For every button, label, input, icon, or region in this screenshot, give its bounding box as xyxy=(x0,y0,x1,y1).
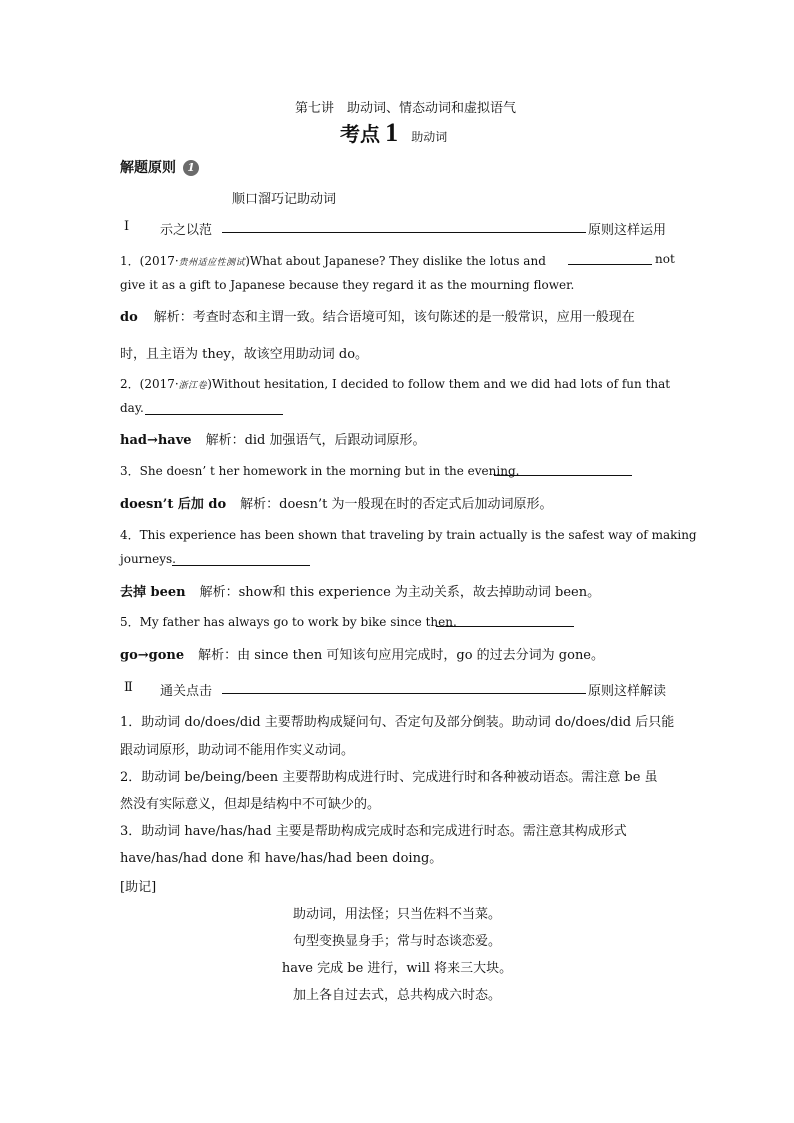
q1-prefix: 1．(2017· xyxy=(120,254,179,268)
principle-heading xyxy=(120,157,199,177)
q5-answer: go→gone xyxy=(120,648,185,663)
q2-analysis xyxy=(120,429,426,448)
mnemonic-line-1: 助动词，用法怪；只当佐料不当菜。 xyxy=(292,907,501,922)
principle-label: 解题原则 xyxy=(120,160,176,176)
section1-numeral: Ⅰ xyxy=(124,219,130,234)
q1-source: 贵州适应性测试 xyxy=(178,258,246,268)
q3-analysis xyxy=(120,493,553,512)
q2-analysis-line1: 解析：did 加强语气，后跟动词原形。 xyxy=(205,433,426,448)
q5-analysis-line1: 解析：由 since then 可知该句应用完成时，go 的过去分词为 gone。 xyxy=(198,648,605,663)
question-2 xyxy=(120,375,670,392)
q1-end: not xyxy=(655,252,675,266)
q5-analysis xyxy=(120,644,604,663)
section2-numeral: Ⅱ xyxy=(124,680,133,695)
q4-analysis xyxy=(120,581,600,600)
q4-blank[interactable] xyxy=(172,553,310,566)
q1-analysis-line2: 时，且主语为 they，故该空用助动词 do。 xyxy=(120,347,369,362)
question-4: 4．This experience has been shown that traveling by train actually is the safest way of making xyxy=(120,528,697,542)
section1-rule xyxy=(222,232,586,233)
q2-text: )Without hesitation, I decided to follow them and we did had lots of fun that xyxy=(207,377,671,391)
mnemonic-line-4: 加上各自过去式，总共构成六时态。 xyxy=(292,988,501,1003)
q4-line2: journeys. xyxy=(120,552,176,566)
q3-analysis-line1: 解析：doesn’t 为一般现在时的否定式后加动词原形。 xyxy=(240,497,553,512)
mnemonic-line-3: have 完成 be 进行，will 将来三大块。 xyxy=(281,961,513,976)
principle-subtitle: 顺口溜巧记助动词 xyxy=(232,192,337,207)
q2-prefix: 2．(2017· xyxy=(120,377,179,391)
section2-right-label: 原则这样解读 xyxy=(588,684,667,699)
question-5: 5．My father has always go to work by bike since then. xyxy=(120,615,457,629)
q1-analysis-line1: 解析：考查时态和主谓一致。结合语境可知，该句陈述的是一般常识，应用一般现在 xyxy=(153,310,635,325)
rule-1-line2: 跟动词原形，助动词不能用作实义动词。 xyxy=(120,743,355,758)
point-heading xyxy=(340,118,447,148)
section2-title: 通关点击 xyxy=(160,684,213,699)
q2-source: 浙江卷 xyxy=(178,381,208,391)
rule-2-line1: 2．助动词 be/being/been 主要帮助构成进行时、完成进行时和各种被动语态。需注意 be 虽 xyxy=(120,770,658,785)
q3-answer: doesn’t 后加 do xyxy=(120,497,227,512)
rule-3-line2: have/has/had done 和 have/has/had been doing。 xyxy=(120,851,443,866)
question-3: 3．She doesn’ t her homework in the morning but in the evening. xyxy=(120,464,520,478)
q1-answer: do xyxy=(120,310,138,325)
section2-rule xyxy=(222,693,586,694)
principle-badge: 1 xyxy=(183,160,199,176)
q2-blank[interactable] xyxy=(145,402,283,415)
question-1 xyxy=(120,252,546,269)
q1-line2: give it as a gift to Japanese because they regard it as the mourning flower. xyxy=(120,278,575,292)
rule-1-line1: 1．助动词 do/does/did 主要帮助构成疑问句、否定句及部分倒装。助动词 do/does/did 后只能 xyxy=(120,715,675,730)
rule-3-line1: 3．助动词 have/has/had 主要是帮助构成完成时态和完成进行时态。需注意其构成形式 xyxy=(120,824,627,839)
q1-analysis xyxy=(120,306,635,325)
section1-title: 示之以范 xyxy=(160,223,213,238)
q5-blank[interactable] xyxy=(436,614,574,627)
rule-2-line2: 然没有实际意义，但却是结构中不可缺少的。 xyxy=(120,797,381,812)
lecture-title: 第七讲 助动词、情态动词和虚拟语气 xyxy=(295,101,517,116)
mnemonic-label: [助记] xyxy=(120,880,157,895)
q2-line2: day. xyxy=(120,401,144,415)
mnemonic-line-2: 句型变换显身手；常与时态谈恋爱。 xyxy=(292,934,501,949)
q4-analysis-line1: 解析：show和 this experience 为主动关系，故去掉助动词 been。 xyxy=(199,585,601,600)
section1-right-label: 原则这样运用 xyxy=(588,223,667,238)
q1-blank[interactable] xyxy=(568,252,652,265)
q4-answer: 去掉 been xyxy=(120,585,186,600)
q1-text: )What about Japanese? They dislike the lotus and xyxy=(245,254,546,268)
point-name: 助动词 xyxy=(411,130,448,144)
q2-answer: had→have xyxy=(120,433,192,448)
point-number: 1 xyxy=(385,118,399,147)
q3-blank[interactable] xyxy=(494,463,632,476)
point-label: 考点 xyxy=(340,122,380,146)
